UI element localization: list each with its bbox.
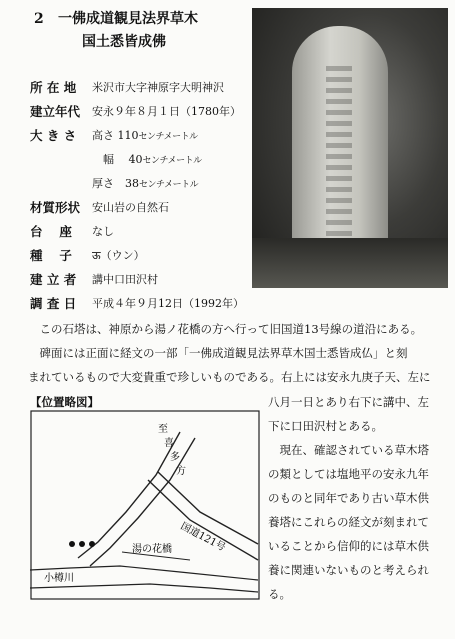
right-column-line-3: 現在、確認されている草木塔 [268,443,429,457]
right-column-line-8: 養に関連いないものと考えられ [268,563,429,577]
map-road-label: 国道121号 [178,520,228,554]
field-value: なし [92,225,114,238]
field-value: 平成４年９月12日（1992年） [92,297,244,310]
field-value: 米沢市大字神原字大明神沢 [92,81,224,94]
stone-tower-markers [69,541,95,547]
field-size-depth [30,172,252,196]
field-label: 材質形状 [30,200,81,215]
field-value: 安永９年８月１日（1780年） [92,105,241,118]
field-label: 所 在 地 [30,80,77,95]
field-label: 種 子 [30,248,72,263]
field-seed-syllable [30,244,252,268]
right-column-line-7: いることから信仰的には草木供 [268,539,429,553]
field-size-width [30,148,252,172]
river-bank-south [30,584,258,592]
title-line-1: 一佛成道観見法界草木 [58,11,198,27]
title-line-2: 国土悉皆成佛 [82,34,166,50]
map-frame [31,411,259,599]
right-column-line-1: 八月一日とあり右下に講中、左 [268,395,429,409]
field-value: 厚さ 38 [92,177,139,190]
field-label: 調 査 日 [30,296,77,311]
field-value: 幅 40 [92,153,143,166]
map-label: 【位置略図】 [30,395,99,409]
field-value: 高さ 110 [92,129,139,142]
field-unit: センチメートル [142,156,202,166]
right-column-line-9: る。 [268,587,291,601]
field-value: ऊ（ウン） [92,249,145,262]
field-label: 建 立 者 [30,272,77,287]
field-material [30,196,252,220]
field-label: 大 き さ [30,128,77,143]
map-river-label: 小樽川 [44,573,74,584]
field-value: 安山岩の自然石 [92,201,169,214]
photo-ground [252,238,448,288]
paragraph-line-3: まれているもので大変貴重で珍しいものである。右上には安永九庚子天、左に [28,370,431,384]
right-column-line-2: 下に口田沢村とある。 [268,419,383,433]
location-map [30,410,260,600]
stone-tower-photo [252,8,448,288]
field-builder [30,268,252,292]
field-label: 台 座 [30,224,72,239]
entry-number: 2 [34,11,44,27]
field-unit: センチメートル [138,132,198,142]
field-label: 建立年代 [30,104,81,119]
map-place-1: 至 [158,424,168,435]
right-column-line-6: 養塔にこれらの経文が刻まれて [268,515,429,529]
info-fields [30,76,252,316]
map-place-4: 方 [176,466,186,477]
map-place-2: 喜 [164,438,174,449]
field-unit: センチメートル [139,180,199,190]
field-pedestal [30,220,252,244]
right-column-line-5: のものと同年であり古い草木供 [268,491,429,505]
paragraph-line-1: この石塔は、神原から湯ノ花橋の方へ行って旧国道13号線の道沿にある。 [28,322,423,336]
field-location [30,76,252,100]
map-place-3: 多 [170,452,180,463]
field-value: 講中口田沢村 [92,273,158,286]
field-size-height [30,124,252,148]
field-date [30,100,252,124]
map-bridge-label: 湯の花橋 [132,544,172,555]
field-survey-date [30,292,252,316]
right-column-line-4: の類としては塩地平の安永九年 [268,467,429,481]
paragraph-line-2: 碑面には正面に経文の一部「一佛成道観見法界草木国士悉皆成仏」と刻 [28,346,408,360]
entry-title [34,8,198,54]
